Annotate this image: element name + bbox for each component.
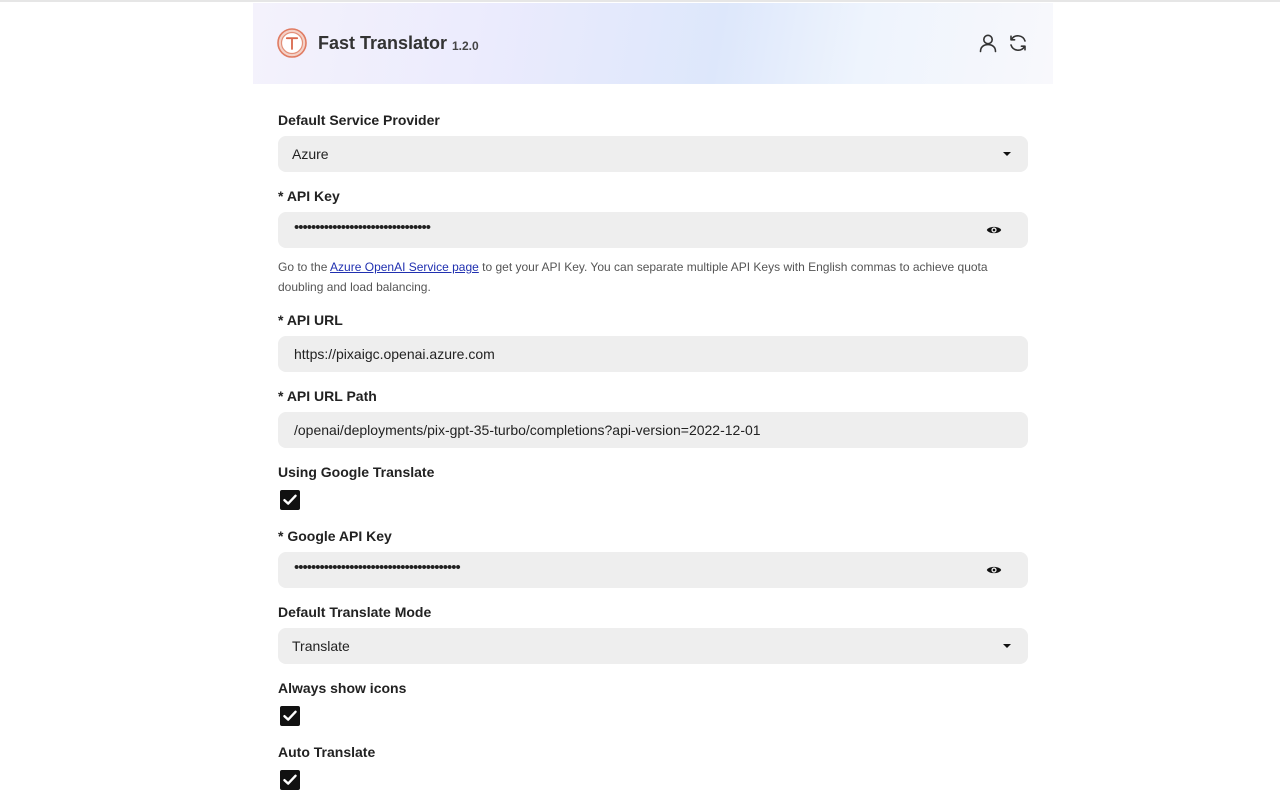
checkmark-icon: [283, 774, 297, 786]
auto-translate-label: Auto Translate: [278, 744, 376, 760]
show-password-icon[interactable]: [986, 223, 1002, 237]
checkmark-icon: [283, 710, 297, 722]
api-url-path-value: /openai/deployments/pix-gpt-35-turbo/completions?api-version=2022-12-01: [294, 422, 761, 438]
header: [253, 3, 1053, 84]
google-api-key-input[interactable]: [278, 552, 1028, 588]
auto-translate-checkbox[interactable]: [280, 770, 300, 790]
always-show-icons-label: Always show icons: [278, 680, 407, 696]
azure-openai-service-link[interactable]: Azure OpenAI Service page: [330, 260, 479, 274]
api-url-label: * API URL: [278, 312, 343, 328]
translate-mode-value: Translate: [292, 638, 350, 654]
chevron-down-icon: [1003, 152, 1011, 156]
settings-panel: [253, 2, 1053, 800]
show-password-icon[interactable]: [986, 563, 1002, 577]
checkmark-icon: [283, 494, 297, 506]
app-title: Fast Translator: [318, 33, 448, 53]
use-google-translate-checkbox[interactable]: [280, 490, 300, 510]
api-url-value: https://pixaigc.openai.azure.com: [294, 346, 495, 362]
api-url-path-label: * API URL Path: [278, 388, 377, 404]
service-provider-select[interactable]: [278, 136, 1028, 172]
translate-mode-select[interactable]: [278, 628, 1028, 664]
google-api-key-label: * Google API Key: [278, 528, 392, 544]
app-version: 1.2.0: [452, 39, 479, 53]
user-icon[interactable]: [977, 32, 999, 54]
api-key-help-text: Go to the Azure OpenAI Service page to get your API Key. You can separate multiple API Keys with English commas to achieve quota doubling and load balancing.: [278, 260, 988, 294]
api-url-input[interactable]: [278, 336, 1028, 372]
service-provider-label: Default Service Provider: [278, 112, 440, 128]
refresh-icon[interactable]: [1007, 32, 1029, 54]
always-show-icons-checkbox[interactable]: [280, 706, 300, 726]
translate-mode-label: Default Translate Mode: [278, 604, 432, 620]
api-key-label: * API Key: [278, 188, 340, 204]
service-provider-value: Azure: [292, 146, 329, 162]
chevron-down-icon: [1003, 644, 1011, 648]
app-logo-icon: [277, 28, 307, 58]
api-url-path-input[interactable]: [278, 412, 1028, 448]
google-api-key-masked-value: •••••••••••••••••••••••••••••••••••••••: [294, 559, 460, 576]
api-key-masked-value: ••••••••••••••••••••••••••••••••: [294, 219, 431, 236]
use-google-translate-label: Using Google Translate: [278, 464, 435, 480]
api-key-input[interactable]: [278, 212, 1028, 248]
